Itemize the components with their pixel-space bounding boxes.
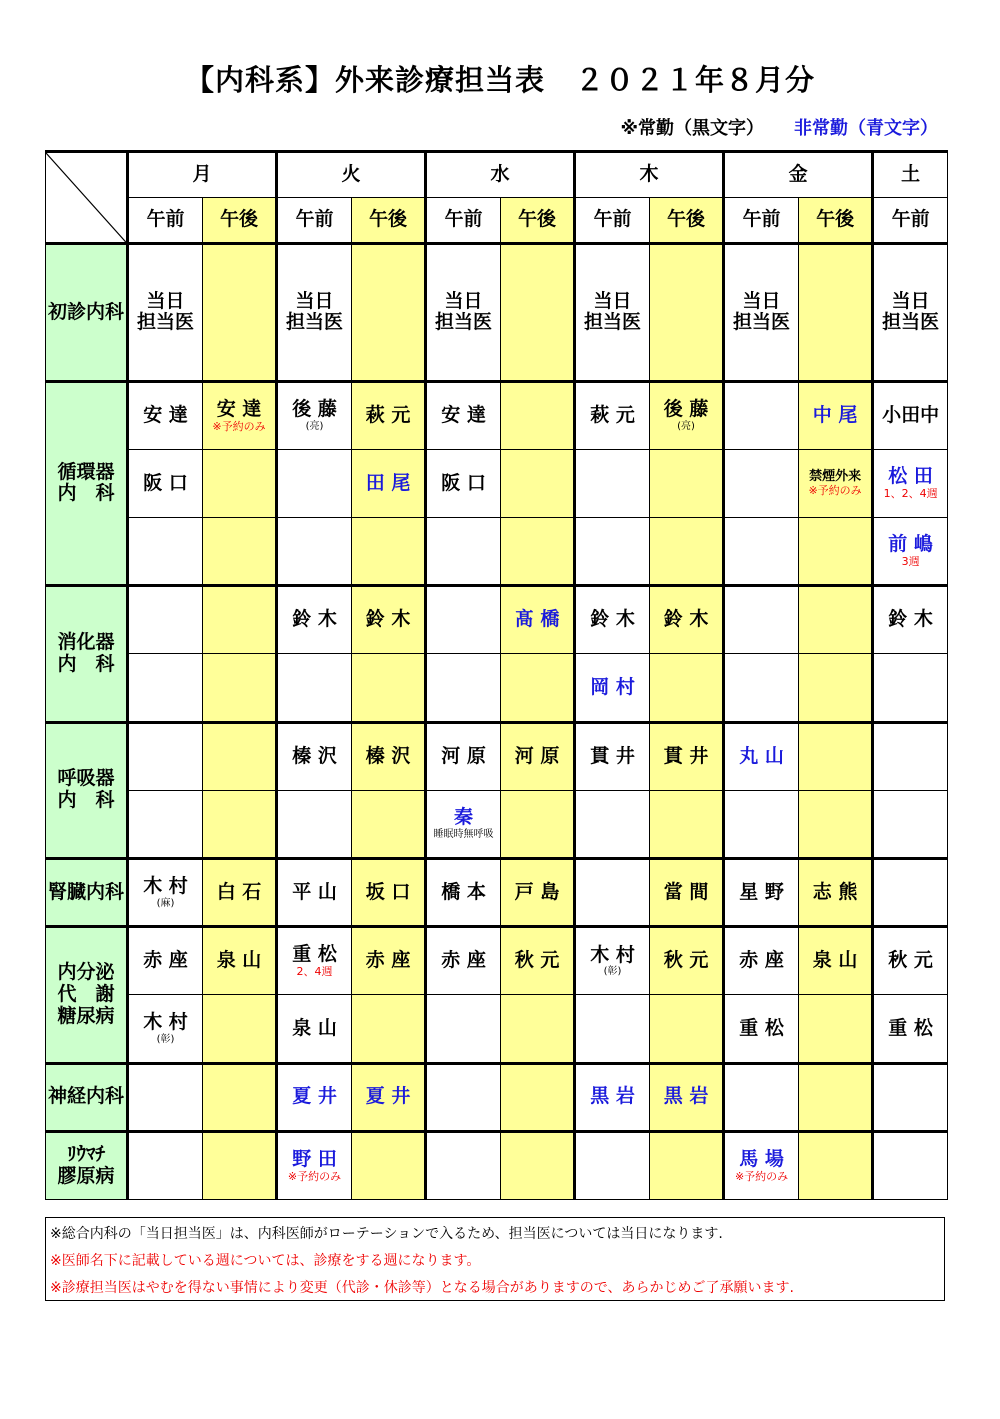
doctor-name: 河 原 (441, 744, 486, 767)
schedule-cell (277, 790, 352, 858)
schedule-cell (426, 995, 501, 1063)
schedule-cell (277, 654, 352, 722)
schedule-cell (426, 1063, 501, 1131)
day-sat: 土 (873, 152, 948, 198)
doctor-name: 星 野 (739, 880, 784, 903)
schedule-cell (724, 858, 799, 926)
doctor-name: 赤 座 (739, 949, 784, 972)
schedule-cell (501, 995, 575, 1063)
period-am: 午前 (277, 198, 352, 244)
doctor-name: 夏 井 (292, 1085, 337, 1108)
day-tue: 火 (277, 152, 426, 198)
doctor-name: 志 熊 (812, 880, 858, 903)
period-am: 午前 (873, 198, 948, 244)
schedule-cell (203, 586, 277, 654)
doctor-name: 安 達 (216, 397, 262, 420)
schedule-cell (650, 858, 724, 926)
schedule-cell (799, 244, 873, 381)
schedule-cell (650, 1131, 724, 1199)
legend (621, 114, 939, 140)
schedule-cell (724, 1131, 799, 1199)
schedule-cell (501, 790, 575, 858)
schedule-cell (128, 722, 203, 790)
dept-kokyuki: 呼吸器 内 科 (46, 722, 128, 858)
schedule-cell (873, 449, 948, 517)
doctor-subnote: (亮) (677, 420, 695, 432)
schedule-cell (203, 381, 277, 449)
day-wed: 水 (426, 152, 575, 198)
dept-junkanki: 循環器 内 科 (46, 381, 128, 586)
doctor-name: 前 嶋 (888, 533, 933, 556)
schedule-cell (426, 381, 501, 449)
schedule-cell (724, 722, 799, 790)
schedule-cell (650, 381, 724, 449)
schedule-cell (352, 449, 426, 517)
schedule-cell: 当日 担当医 (724, 244, 799, 381)
schedule-cell (277, 722, 352, 790)
week-note: 1、2、4週 (883, 487, 938, 501)
doctor-name: 黒 岩 (663, 1085, 709, 1108)
doctor-name: 丸 山 (739, 744, 784, 767)
note-line: ※診療担当医はやむを得ない事情により変更（代診・休診等）となる場合がありますので、あらかじめご了承願います. (50, 1280, 794, 1296)
reserve-note: ※予約のみ (808, 483, 862, 497)
schedule-cell (575, 518, 650, 586)
schedule-cell (203, 1131, 277, 1199)
schedule-cell (352, 586, 426, 654)
schedule-cell (724, 518, 799, 586)
schedule-cell (724, 1063, 799, 1131)
period-pm: 午後 (650, 198, 724, 244)
schedule-cell (426, 449, 501, 517)
schedule-cell (501, 858, 575, 926)
doctor-name: 萩 元 (365, 403, 411, 426)
schedule-cell (650, 518, 724, 586)
schedule-cell (501, 244, 575, 381)
doctor-name: 田 尾 (365, 471, 411, 494)
schedule-cell (352, 244, 426, 381)
doctor-name: 平 山 (292, 880, 337, 903)
doctor-name: 重 松 (292, 943, 337, 966)
week-note: 3週 (901, 554, 920, 568)
schedule-cell (501, 1063, 575, 1131)
schedule-cell (203, 518, 277, 586)
doctor-name: 泉 山 (812, 949, 858, 972)
doctor-name: 岡 村 (590, 675, 635, 698)
schedule-cell (128, 1063, 203, 1131)
dept-shoshin: 初診内科 (46, 244, 128, 381)
doctor-name: 鈴 木 (888, 608, 933, 631)
corner-cell (46, 152, 128, 244)
period-am: 午前 (128, 198, 203, 244)
schedule-cell (128, 381, 203, 449)
doctor-name: 當 間 (663, 880, 709, 903)
day-fri: 金 (724, 152, 873, 198)
schedule-cell (873, 1131, 948, 1199)
schedule-cell (426, 518, 501, 586)
schedule-cell (128, 518, 203, 586)
doctor-name: 坂 口 (365, 880, 411, 903)
schedule-cell (128, 995, 203, 1063)
schedule-cell (501, 449, 575, 517)
schedule-cell (650, 449, 724, 517)
schedule-cell (352, 927, 426, 995)
dept-jinzo: 腎臓内科 (46, 858, 128, 926)
notes-box (45, 1217, 945, 1301)
doctor-name: 中 尾 (812, 403, 858, 426)
doctor-name: 重 松 (739, 1016, 784, 1039)
doctor-name: 秦 (454, 806, 474, 829)
doctor-name: 秋 元 (663, 949, 709, 972)
doctor-name: 後 藤 (663, 398, 709, 421)
reserve-note: ※予約のみ (287, 1169, 342, 1183)
schedule-cell (128, 927, 203, 995)
doctor-name: 河 原 (514, 744, 560, 767)
dept-shokaki: 消化器 内 科 (46, 586, 128, 722)
schedule-cell (873, 858, 948, 926)
schedule-cell (128, 654, 203, 722)
schedule-cell (277, 586, 352, 654)
schedule-cell (724, 449, 799, 517)
doctor-name: 重 松 (888, 1016, 933, 1039)
doctor-name: 赤 座 (365, 949, 411, 972)
schedule-cell (724, 927, 799, 995)
schedule-cell (426, 586, 501, 654)
schedule-cell (873, 381, 948, 449)
schedule-cell (128, 449, 203, 517)
doctor-name: 戸 島 (514, 880, 560, 903)
schedule-cell: 当日 担当医 (128, 244, 203, 381)
schedule-cell (352, 995, 426, 1063)
doctor-name: 黒 岩 (590, 1085, 635, 1108)
schedule-cell (650, 927, 724, 995)
schedule-cell (277, 995, 352, 1063)
legend-parttime: 非常勤（青文字） (794, 118, 938, 139)
schedule-cell (575, 722, 650, 790)
schedule-cell (873, 654, 948, 722)
reserve-note: ※予約のみ (212, 419, 266, 433)
schedule-cell (799, 995, 873, 1063)
schedule-cell (501, 927, 575, 995)
schedule-cell (575, 790, 650, 858)
schedule-cell (203, 449, 277, 517)
period-pm: 午後 (501, 198, 575, 244)
schedule-cell (501, 1131, 575, 1199)
period-am: 午前 (575, 198, 650, 244)
schedule-cell (352, 790, 426, 858)
schedule-cell (426, 927, 501, 995)
doctor-name: 貫 井 (663, 744, 709, 767)
schedule-cell (575, 1063, 650, 1131)
clinic-subnote: 睡眠時無呼吸 (433, 829, 494, 841)
doctor-name: 赤 座 (143, 949, 188, 972)
dept-riumachi: ﾘｳﾏﾁ 膠原病 (46, 1131, 128, 1199)
note-line: ※医師名下に記載している週については、診療をする週になります。 (50, 1253, 481, 1269)
day-thu: 木 (575, 152, 724, 198)
period-am: 午前 (426, 198, 501, 244)
doctor-name: 阪 口 (441, 471, 486, 494)
doctor-name: 木 村 (143, 874, 188, 897)
doctor-name: 阪 口 (143, 471, 188, 494)
schedule-cell (203, 858, 277, 926)
schedule-cell (799, 790, 873, 858)
doctor-subnote: (彰) (603, 966, 622, 978)
schedule-cell (501, 381, 575, 449)
schedule-cell (277, 449, 352, 517)
doctor-name: 鈴 木 (663, 608, 709, 631)
schedule-cell (873, 1063, 948, 1131)
schedule-cell (799, 654, 873, 722)
period-am: 午前 (724, 198, 799, 244)
doctor-name: 小田中 (882, 403, 940, 426)
schedule-cell (203, 722, 277, 790)
schedule-cell (203, 927, 277, 995)
schedule-cell: 当日 担当医 (873, 244, 948, 381)
schedule-cell (873, 927, 948, 995)
schedule-cell (575, 995, 650, 1063)
schedule-cell (575, 654, 650, 722)
schedule-cell (501, 586, 575, 654)
schedule-cell (352, 654, 426, 722)
schedule-cell (352, 722, 426, 790)
schedule-cell (352, 1063, 426, 1131)
doctor-name: 馬 場 (739, 1147, 784, 1170)
week-note: 2、4週 (296, 965, 333, 979)
schedule-cell: 当日 担当医 (426, 244, 501, 381)
doctor-subnote: (亮) (305, 420, 324, 432)
schedule-cell (352, 1131, 426, 1199)
clinic-name: 禁煙外来 (809, 468, 862, 484)
doctor-name: 木 村 (143, 1010, 188, 1033)
doctor-name: 安 達 (441, 403, 486, 426)
doctor-subnote: (麻) (156, 897, 175, 909)
schedule-cell (650, 244, 724, 381)
doctor-name: 髙 橋 (514, 608, 560, 631)
schedule-cell (873, 790, 948, 858)
schedule-cell (799, 518, 873, 586)
doctor-name: 鈴 木 (590, 608, 635, 631)
doctor-name: 後 藤 (292, 398, 337, 421)
schedule-cell (724, 586, 799, 654)
doctor-name: 榛 沢 (292, 744, 337, 767)
schedule-cell (128, 858, 203, 926)
schedule-cell (873, 722, 948, 790)
doctor-name: 泉 山 (292, 1016, 337, 1039)
doctor-name: 鈴 木 (292, 608, 337, 631)
doctor-name: 貫 井 (590, 744, 635, 767)
schedule-cell (203, 244, 277, 381)
schedule-cell (426, 654, 501, 722)
schedule-cell (799, 586, 873, 654)
schedule-cell (724, 995, 799, 1063)
doctor-name: 松 田 (888, 465, 933, 488)
schedule-cell (203, 1063, 277, 1131)
schedule-cell (501, 518, 575, 586)
schedule-cell (575, 858, 650, 926)
doctor-name: 白 石 (216, 880, 262, 903)
schedule-cell (724, 790, 799, 858)
schedule-cell (128, 586, 203, 654)
schedule-cell (873, 586, 948, 654)
schedule-cell (650, 722, 724, 790)
page-title: 【内科系】外来診療担当表 ２０２１年８月分 (184, 63, 815, 97)
schedule-cell (873, 995, 948, 1063)
period-pm: 午後 (799, 198, 873, 244)
doctor-name: 萩 元 (590, 403, 635, 426)
doctor-name: 泉 山 (216, 949, 262, 972)
schedule-cell (650, 586, 724, 654)
doctor-name: 夏 井 (365, 1085, 411, 1108)
doctor-subnote: (彰) (156, 1033, 175, 1045)
schedule-cell (426, 1131, 501, 1199)
schedule-cell (203, 654, 277, 722)
period-pm: 午後 (352, 198, 426, 244)
schedule-cell (277, 518, 352, 586)
schedule-cell (650, 995, 724, 1063)
schedule-cell (501, 722, 575, 790)
schedule-cell (501, 654, 575, 722)
schedule-cell: 当日 担当医 (277, 244, 352, 381)
schedule-cell (575, 449, 650, 517)
schedule-cell (575, 586, 650, 654)
doctor-name: 野 田 (292, 1147, 337, 1170)
legend-fulltime: ※常勤（黒文字） (620, 118, 764, 139)
schedule-cell (799, 449, 873, 517)
schedule-cell (352, 858, 426, 926)
note-line: ※総合内科の「当日担当医」は、内科医師がローテーションで入るため、担当医については当日になります. (50, 1226, 723, 1242)
schedule-cell (426, 722, 501, 790)
schedule-cell (426, 790, 501, 858)
schedule-cell (799, 1131, 873, 1199)
doctor-name: 鈴 木 (365, 608, 411, 631)
reserve-note: ※予約のみ (734, 1169, 789, 1183)
doctor-name: 赤 座 (441, 949, 486, 972)
schedule-cell (128, 790, 203, 858)
doctor-name: 木 村 (590, 943, 635, 966)
schedule-cell (575, 1131, 650, 1199)
day-mon: 月 (128, 152, 277, 198)
schedule-cell (799, 381, 873, 449)
schedule-cell (277, 927, 352, 995)
schedule-cell (650, 1063, 724, 1131)
schedule-cell (426, 858, 501, 926)
schedule-cell (203, 995, 277, 1063)
doctor-name: 秋 元 (514, 949, 560, 972)
dept-shinkei: 神経内科 (46, 1063, 128, 1131)
schedule-cell (352, 518, 426, 586)
schedule-cell (650, 654, 724, 722)
schedule-cell (277, 1063, 352, 1131)
schedule-cell (724, 381, 799, 449)
dept-naibunpi: 内分泌 代 謝 糖尿病 (46, 927, 128, 1063)
doctor-name: 秋 元 (888, 949, 933, 972)
schedule-cell (277, 1131, 352, 1199)
schedule-cell (575, 381, 650, 449)
schedule-cell (128, 1131, 203, 1199)
schedule-cell (799, 927, 873, 995)
schedule-cell (799, 858, 873, 926)
schedule-cell (277, 381, 352, 449)
schedule-cell (203, 790, 277, 858)
schedule-cell (873, 518, 948, 586)
schedule-cell (352, 381, 426, 449)
schedule-cell (650, 790, 724, 858)
schedule-cell (724, 654, 799, 722)
period-pm: 午後 (203, 198, 277, 244)
schedule-cell (277, 858, 352, 926)
schedule-cell (799, 722, 873, 790)
schedule-table (45, 150, 948, 1200)
schedule-cell (575, 927, 650, 995)
doctor-name: 橋 本 (441, 880, 486, 903)
doctor-name: 榛 沢 (365, 744, 411, 767)
schedule-cell (799, 1063, 873, 1131)
schedule-cell: 当日 担当医 (575, 244, 650, 381)
doctor-name: 安 達 (143, 403, 188, 426)
